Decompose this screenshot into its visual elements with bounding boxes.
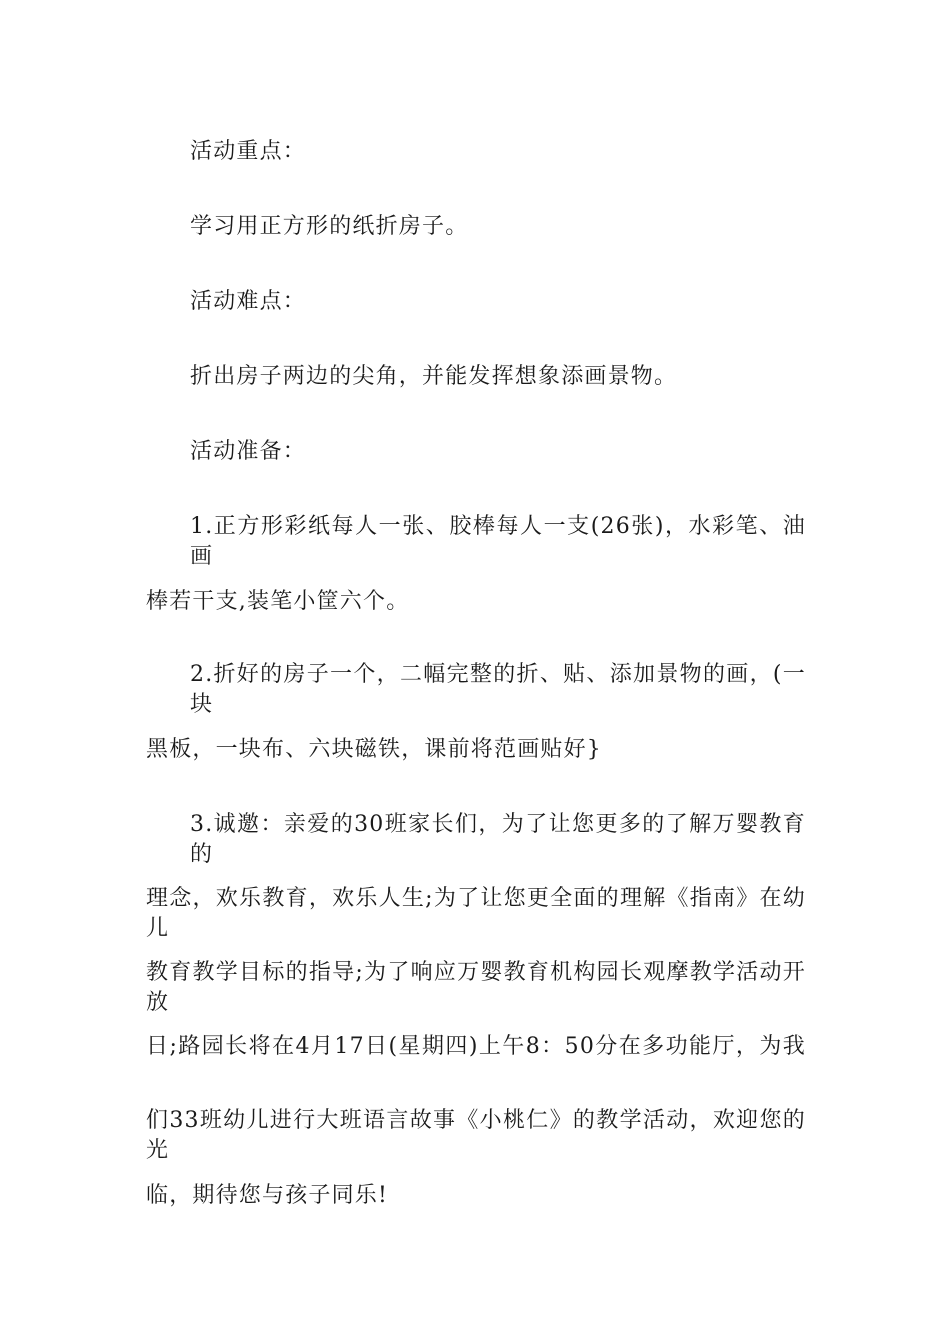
heading-difficulty: 活动难点： xyxy=(190,289,307,314)
heading-preparation: 活动准备： xyxy=(190,439,307,464)
preparation-item-2-line-2: 黑板，一块布、六块磁铁，课前将范画贴好} xyxy=(146,737,602,762)
preparation-item-3-line-1: 3.诚邀：亲爱的30班家长们，为了让您更多的了解万婴教育的 xyxy=(190,812,806,867)
key-point-text: 学习用正方形的纸折房子。 xyxy=(190,214,469,239)
difficulty-text: 折出房子两边的尖角，并能发挥想象添画景物。 xyxy=(190,364,678,389)
preparation-item-3-line-6: 临，期待您与孩子同乐! xyxy=(146,1183,389,1208)
heading-key-point: 活动重点： xyxy=(190,139,307,164)
preparation-item-3-line-4: 日;路园长将在4月17日(星期四)上午8：50分在多功能厅，为我 xyxy=(146,1034,806,1059)
preparation-item-3-line-2: 理念，欢乐教育，欢乐人生;为了让您更全面的理解《指南》在幼儿 xyxy=(146,886,806,941)
preparation-item-2-line-1: 2.折好的房子一个，二幅完整的折、贴、添加景物的画，(一块 xyxy=(190,662,806,717)
preparation-item-1-line-2: 棒若干支,装笔小筐六个。 xyxy=(146,589,410,614)
preparation-item-3-line-5: 们33班幼儿进行大班语言故事《小桃仁》的教学活动，欢迎您的光 xyxy=(146,1108,806,1163)
preparation-item-3-line-3: 教育教学目标的指导;为了响应万婴教育机构园长观摩教学活动开放 xyxy=(146,960,806,1015)
preparation-item-1-line-1: 1.正方形彩纸每人一张、胶棒每人一支(26张)，水彩笔、油画 xyxy=(190,514,806,569)
